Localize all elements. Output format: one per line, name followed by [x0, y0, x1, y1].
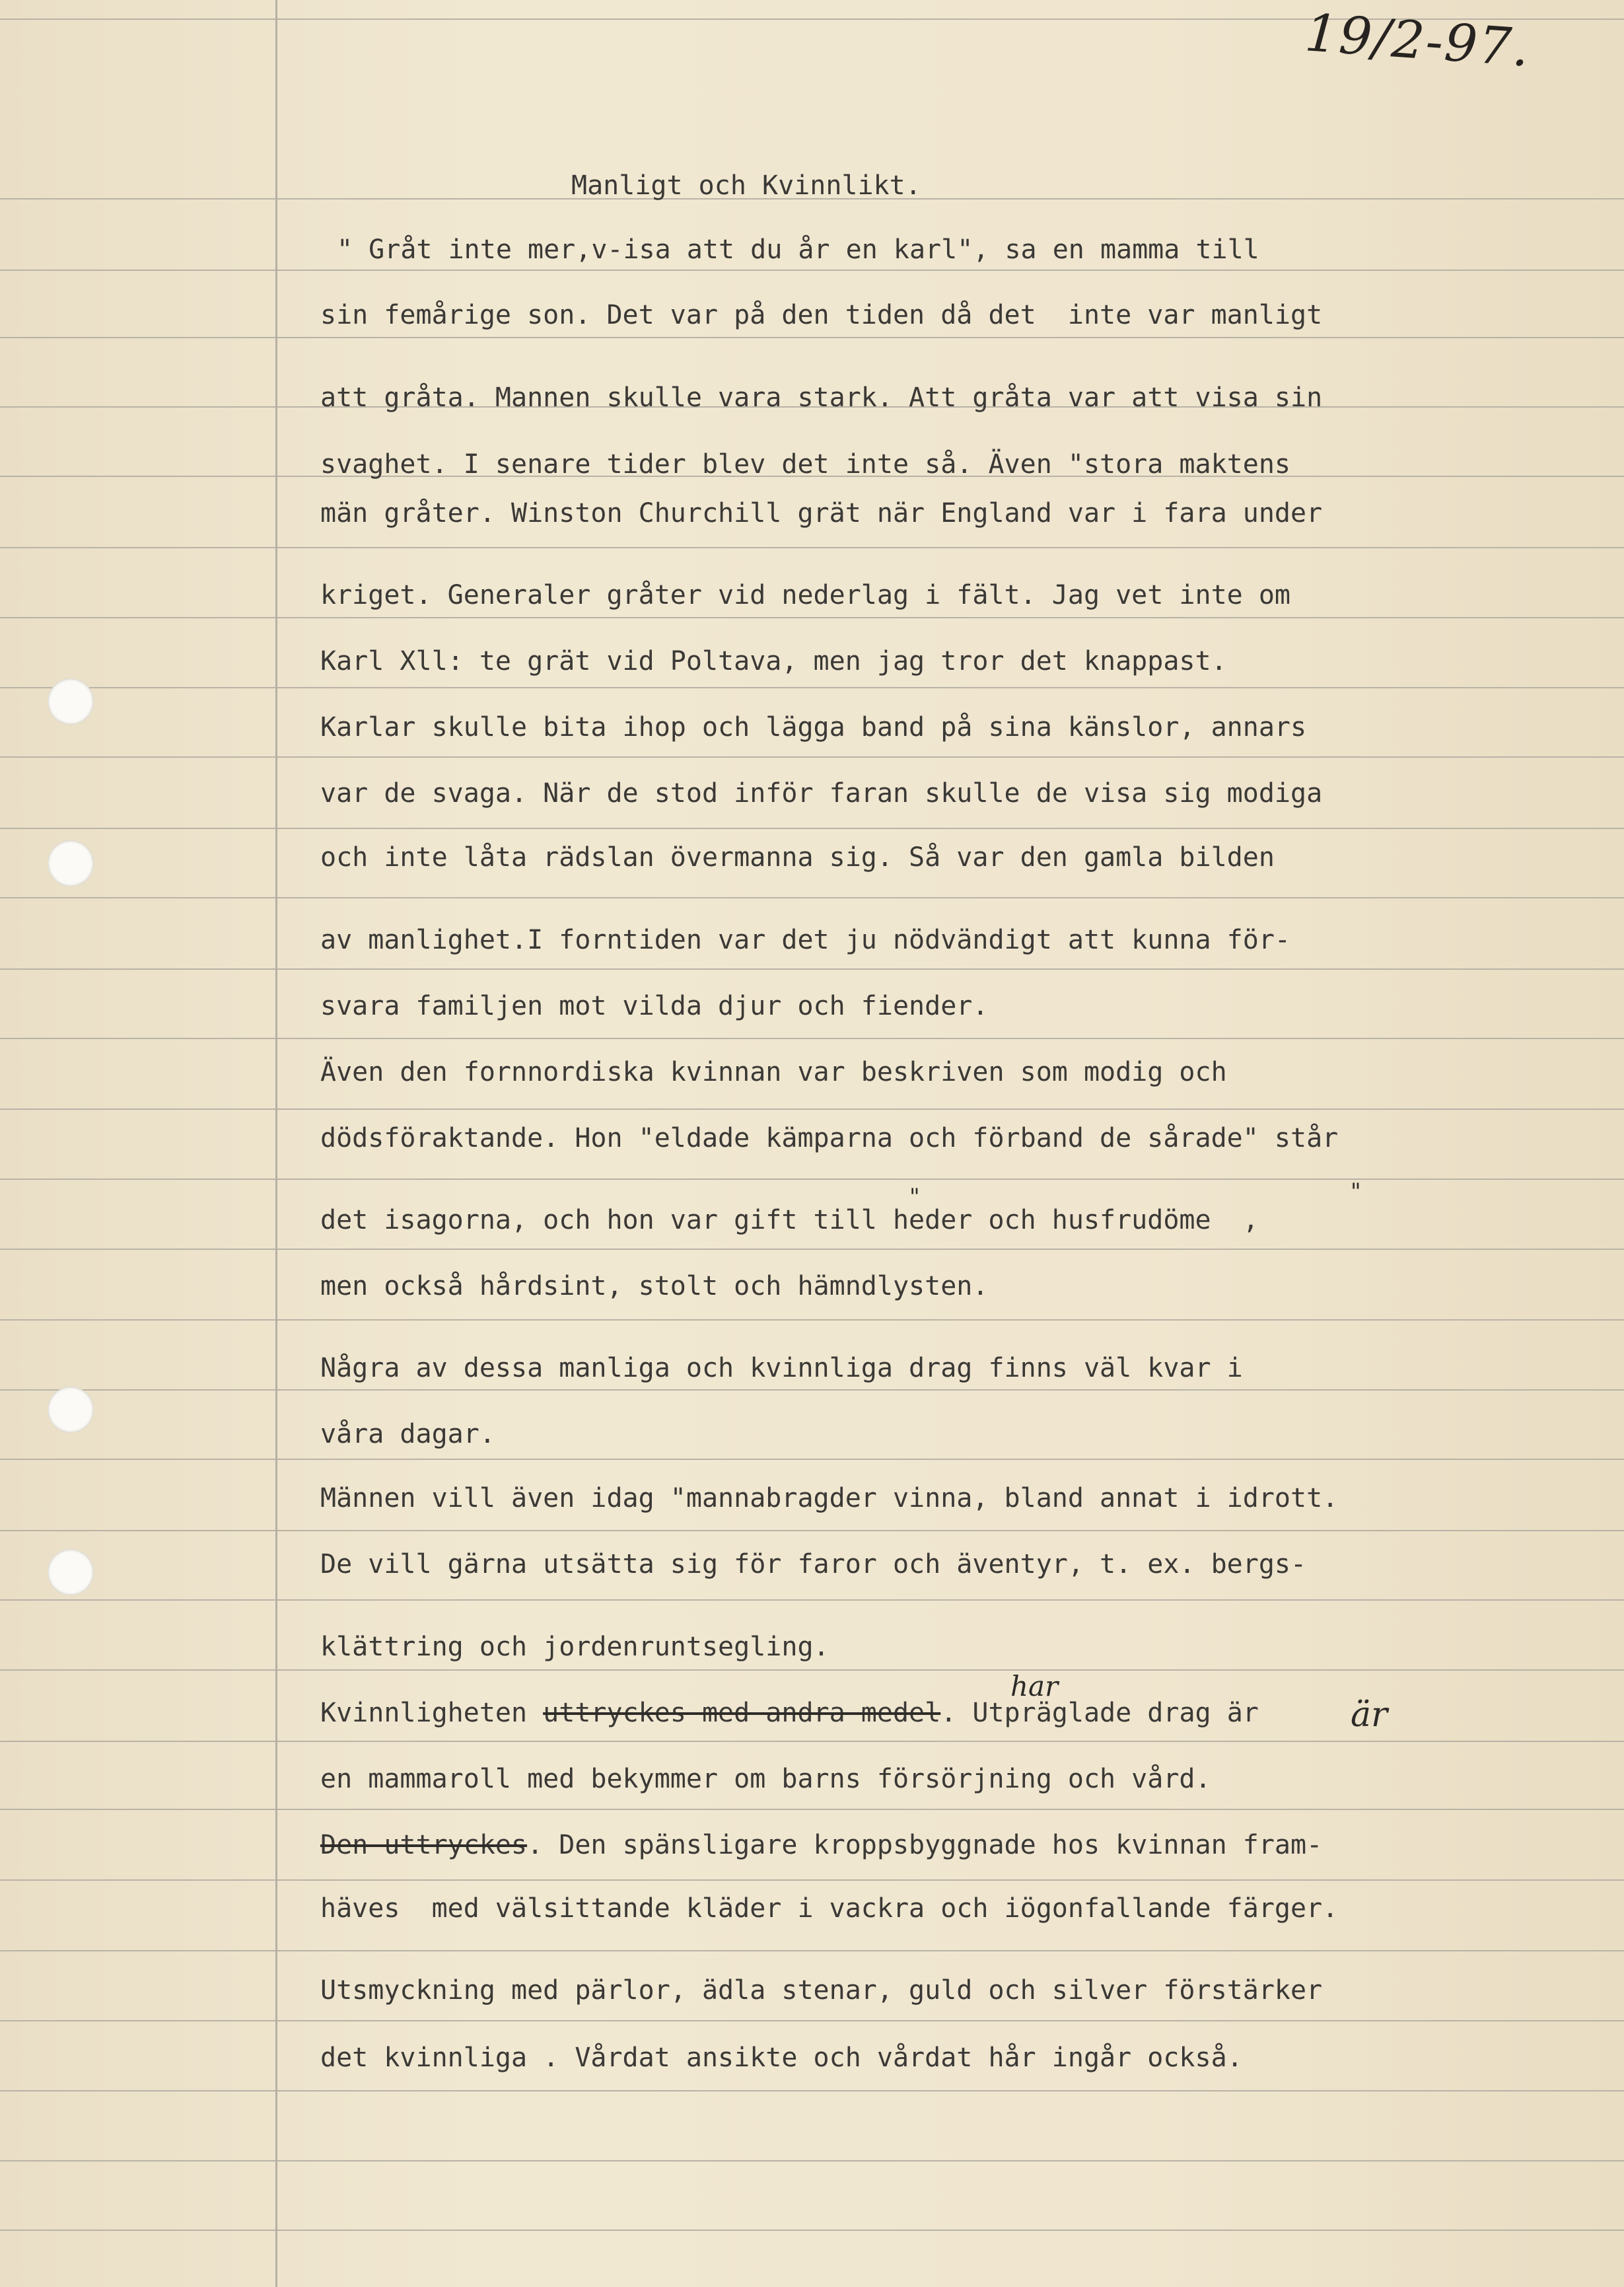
ruled-line	[0, 756, 1624, 758]
struck-text: uttryckes med andra medel	[543, 1698, 941, 1728]
punch-hole	[48, 678, 94, 725]
ruled-line	[0, 687, 1624, 688]
ruled-line	[0, 1249, 1624, 1250]
handwritten-insertion: är	[1351, 1695, 1388, 1735]
text-fragment: . Utpräglade drag är	[940, 1698, 1259, 1728]
text-line: Karl Xll: te grät vid Poltava, men jag tror det knappast.	[320, 646, 1227, 676]
ruled-line	[0, 2160, 1624, 2161]
text-line: det isagorna, och hon var gift till heder och husfrudöme ,	[320, 1205, 1259, 1235]
text-line: svara familjen mot vilda djur och fiender.	[320, 991, 989, 1021]
ruled-line	[0, 828, 1624, 829]
struck-text: Den uttryckes	[320, 1830, 528, 1860]
ruled-line	[0, 1459, 1624, 1460]
punch-hole	[48, 840, 94, 887]
text-line: Några av dessa manliga och kvinnliga drag finns väl kvar i	[320, 1353, 1243, 1383]
text-line: dödsföraktande. Hon "eldade kämparna och förband de sårade" står	[320, 1123, 1339, 1153]
ruled-line	[0, 547, 1624, 548]
ruled-line	[0, 968, 1624, 970]
text-line: klättring och jordenruntsegling.	[320, 1632, 830, 1662]
page-title: Manligt och Kvinnlikt.	[571, 170, 921, 201]
text-line: kriget. Generaler gråter vid nederlag i fält. Jag vet inte om	[320, 580, 1291, 610]
ruled-line	[0, 1599, 1624, 1601]
ruled-line	[0, 1389, 1624, 1391]
ruled-line	[0, 2020, 1624, 2021]
text-line: svaghet. I senare tider blev det inte så. Även "stora maktens	[320, 449, 1291, 480]
ruled-line	[0, 1319, 1624, 1321]
ruled-line	[0, 1669, 1624, 1671]
text-line: häves med välsittande kläder i vackra och iögonfallande färger.	[320, 1893, 1339, 1924]
text-line: att gråta. Mannen skulle vara stark. Att gråta var att visa sin	[320, 382, 1323, 413]
text-line: Utsmyckning med pärlor, ädla stenar, guld och silver förstärker	[320, 1975, 1323, 2006]
text-line: sin femårige son. Det var på den tiden då det inte var manligt	[320, 300, 1323, 330]
ruled-line	[0, 270, 1624, 271]
text-line: och inte låta rädslan övermanna sig. Så var den gamla bilden	[320, 842, 1275, 873]
text-line: var de svaga. När de stod inför faran skulle de visa sig modiga	[320, 778, 1323, 809]
text-line: " Gråt inte mer,v-isa att du år en karl", sa en mamma till	[337, 235, 1259, 265]
text-line: det kvinnliga . Vårdat ansikte och vårdat hår ingår också.	[320, 2043, 1243, 2073]
ruled-line	[0, 337, 1624, 338]
text-line-with-strikethrough	[320, 1698, 1259, 1728]
ruled-line	[0, 1809, 1624, 1810]
text-line: män gråter. Winston Churchill grät när England var i fara under	[320, 498, 1323, 528]
text-fragment: Kvinnligheten	[320, 1698, 544, 1728]
text-line: Även den fornnordiska kvinnan var beskriven som modig och	[320, 1057, 1227, 1087]
ruled-line	[0, 2230, 1624, 2231]
ruled-line	[0, 1179, 1624, 1180]
text-line: en mammaroll med bekymmer om barns försörjning och vård.	[320, 1764, 1211, 1794]
text-line-with-strikethrough	[320, 1830, 1322, 1860]
ruled-line	[0, 1741, 1624, 1742]
text-line: Karlar skulle bita ihop och lägga band på sina känslor, annars	[320, 712, 1307, 743]
handwritten-mark: "	[909, 1184, 920, 1210]
ruled-line	[0, 1108, 1624, 1110]
text-line: De vill gärna utsätta sig för faror och äventyr, t. ex. bergs-	[320, 1549, 1307, 1579]
ruled-line	[0, 617, 1624, 618]
punch-hole	[48, 1387, 94, 1433]
ruled-line	[0, 1879, 1624, 1881]
handwritten-mark: "	[1351, 1179, 1361, 1205]
handwritten-date: 19/2-97.	[1303, 3, 1533, 79]
text-line: Männen vill även idag "mannabragder vinna, bland annat i idrott.	[320, 1483, 1339, 1513]
handwritten-insertion: har	[1010, 1670, 1059, 1702]
text-line: av manlighet.I forntiden var det ju nödvändigt att kunna för-	[320, 925, 1291, 955]
ruled-line	[0, 1530, 1624, 1531]
punch-hole	[48, 1549, 94, 1595]
ruled-line	[0, 1038, 1624, 1039]
text-fragment: . Den spänsligare kroppsbyggnade hos kvinnan fram-	[527, 1830, 1323, 1860]
ruled-line	[0, 1950, 1624, 1951]
text-line: men också hårdsint, stolt och hämndlysten.	[320, 1271, 989, 1301]
text-line: våra dagar.	[320, 1419, 495, 1449]
margin-line	[275, 0, 277, 2287]
ruled-line	[0, 2090, 1624, 2091]
ruled-line	[0, 897, 1624, 898]
